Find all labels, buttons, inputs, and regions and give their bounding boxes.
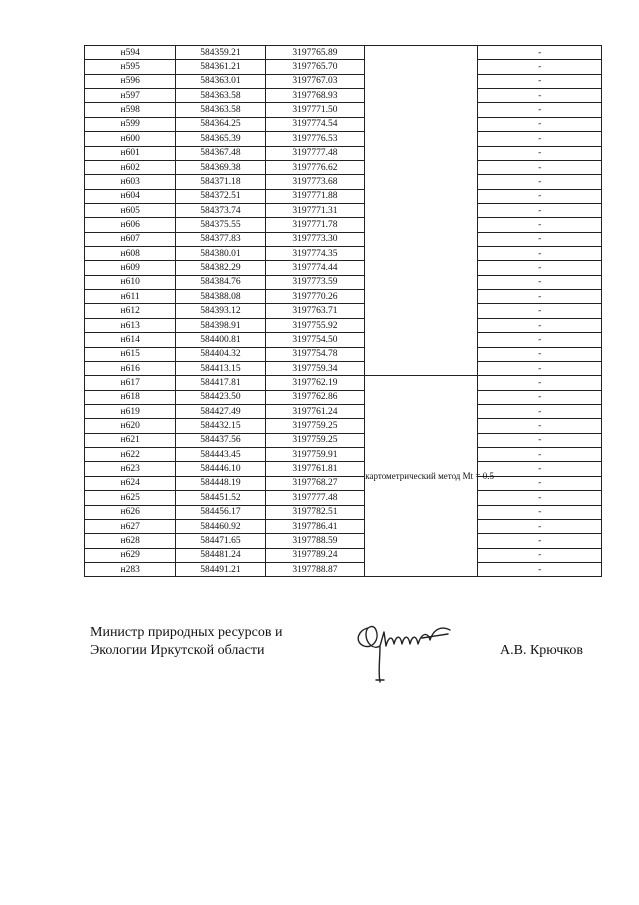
y-coordinate-cell: 3197765.70 — [265, 60, 365, 74]
note-cell: - — [478, 505, 602, 519]
table-row — [85, 505, 602, 519]
x-coordinate-cell: 584393.12 — [176, 304, 265, 318]
x-coordinate-cell: 584481.24 — [176, 548, 265, 562]
point-cell: н618 — [85, 390, 176, 404]
table-row — [85, 218, 602, 232]
x-coordinate-cell: 584456.17 — [176, 505, 265, 519]
point-cell: н625 — [85, 491, 176, 505]
y-coordinate-cell: 3197759.25 — [265, 419, 365, 433]
point-cell: н600 — [85, 132, 176, 146]
note-cell: - — [478, 261, 602, 275]
point-cell: н610 — [85, 275, 176, 289]
method-cell: картометрический метод Mt = 0.5 — [365, 376, 478, 577]
x-coordinate-cell: 584471.65 — [176, 534, 265, 548]
table-row — [85, 261, 602, 275]
note-cell: - — [478, 491, 602, 505]
x-coordinate-cell: 584432.15 — [176, 419, 265, 433]
note-cell: - — [478, 304, 602, 318]
point-cell: н601 — [85, 146, 176, 160]
note-cell: - — [478, 318, 602, 332]
table-row — [85, 132, 602, 146]
table-row — [85, 419, 602, 433]
signer-name: А.В. Крючков — [500, 643, 583, 658]
table-row — [85, 318, 602, 332]
x-coordinate-cell: 584423.50 — [176, 390, 265, 404]
table-row — [85, 247, 602, 261]
x-coordinate-cell: 584398.91 — [176, 318, 265, 332]
y-coordinate-cell: 3197754.78 — [265, 347, 365, 361]
x-coordinate-cell: 584437.56 — [176, 433, 265, 447]
y-coordinate-cell: 3197773.30 — [265, 232, 365, 246]
x-coordinate-cell: 584460.92 — [176, 519, 265, 533]
table-row — [85, 89, 602, 103]
note-cell: - — [478, 275, 602, 289]
point-cell: н604 — [85, 189, 176, 203]
point-cell: н629 — [85, 548, 176, 562]
note-cell: - — [478, 160, 602, 174]
note-cell: - — [478, 46, 602, 60]
y-coordinate-cell: 3197786.41 — [265, 519, 365, 533]
signatory-title-line1: Министр природных ресурсов и — [90, 625, 283, 640]
point-cell: н606 — [85, 218, 176, 232]
table-row — [85, 347, 602, 361]
note-cell: - — [478, 218, 602, 232]
table-row — [85, 304, 602, 318]
handwritten-signature — [350, 610, 460, 690]
x-coordinate-cell: 584365.39 — [176, 132, 265, 146]
point-cell: н628 — [85, 534, 176, 548]
note-cell: - — [478, 247, 602, 261]
x-coordinate-cell: 584491.21 — [176, 562, 265, 576]
point-cell: н614 — [85, 333, 176, 347]
x-coordinate-cell: 584448.19 — [176, 476, 265, 490]
y-coordinate-cell: 3197782.51 — [265, 505, 365, 519]
table-row — [85, 534, 602, 548]
coordinates-table — [84, 45, 602, 577]
y-coordinate-cell: 3197774.44 — [265, 261, 365, 275]
x-coordinate-cell: 584371.18 — [176, 175, 265, 189]
y-coordinate-cell: 3197771.88 — [265, 189, 365, 203]
table-body — [85, 46, 602, 577]
y-coordinate-cell: 3197759.25 — [265, 433, 365, 447]
table-row — [85, 476, 602, 490]
point-cell: н595 — [85, 60, 176, 74]
x-coordinate-cell: 584377.83 — [176, 232, 265, 246]
x-coordinate-cell: 584361.21 — [176, 60, 265, 74]
point-cell: н616 — [85, 361, 176, 375]
table-row — [85, 491, 602, 505]
point-cell: н609 — [85, 261, 176, 275]
y-coordinate-cell: 3197773.68 — [265, 175, 365, 189]
table-row — [85, 404, 602, 418]
x-coordinate-cell: 584375.55 — [176, 218, 265, 232]
table-row — [85, 175, 602, 189]
point-cell: н613 — [85, 318, 176, 332]
table-row — [85, 376, 602, 390]
x-coordinate-cell: 584427.49 — [176, 404, 265, 418]
table-row — [85, 562, 602, 576]
y-coordinate-cell: 3197768.27 — [265, 476, 365, 490]
point-cell: н594 — [85, 46, 176, 60]
y-coordinate-cell: 3197762.19 — [265, 376, 365, 390]
note-cell: - — [478, 419, 602, 433]
point-cell: н615 — [85, 347, 176, 361]
note-cell: - — [478, 103, 602, 117]
table-row — [85, 333, 602, 347]
point-cell: н602 — [85, 160, 176, 174]
table-row — [85, 290, 602, 304]
table-row — [85, 433, 602, 447]
point-cell: н612 — [85, 304, 176, 318]
note-cell: - — [478, 476, 602, 490]
note-cell: - — [478, 562, 602, 576]
x-coordinate-cell: 584364.25 — [176, 117, 265, 131]
y-coordinate-cell: 3197761.81 — [265, 462, 365, 476]
note-cell: - — [478, 548, 602, 562]
y-coordinate-cell: 3197755.92 — [265, 318, 365, 332]
y-coordinate-cell: 3197773.59 — [265, 275, 365, 289]
point-cell: н619 — [85, 404, 176, 418]
point-cell: н599 — [85, 117, 176, 131]
table-row — [85, 146, 602, 160]
x-coordinate-cell: 584413.15 — [176, 361, 265, 375]
note-cell: - — [478, 333, 602, 347]
y-coordinate-cell: 3197765.89 — [265, 46, 365, 60]
y-coordinate-cell: 3197771.50 — [265, 103, 365, 117]
table-row — [85, 203, 602, 217]
x-coordinate-cell: 584369.38 — [176, 160, 265, 174]
y-coordinate-cell: 3197771.31 — [265, 203, 365, 217]
table-row — [85, 60, 602, 74]
y-coordinate-cell: 3197754.50 — [265, 333, 365, 347]
note-cell: - — [478, 519, 602, 533]
point-cell: н620 — [85, 419, 176, 433]
point-cell: н608 — [85, 247, 176, 261]
note-cell: - — [478, 290, 602, 304]
table-row — [85, 462, 602, 476]
point-cell: н622 — [85, 448, 176, 462]
point-cell: н623 — [85, 462, 176, 476]
table-row — [85, 74, 602, 88]
y-coordinate-cell: 3197762.86 — [265, 390, 365, 404]
table-row — [85, 361, 602, 375]
point-cell: н621 — [85, 433, 176, 447]
table-row — [85, 46, 602, 60]
table-row — [85, 448, 602, 462]
x-coordinate-cell: 584359.21 — [176, 46, 265, 60]
signatory-title — [90, 624, 282, 660]
point-cell: н627 — [85, 519, 176, 533]
x-coordinate-cell: 584417.81 — [176, 376, 265, 390]
point-cell: н598 — [85, 103, 176, 117]
note-cell: - — [478, 232, 602, 246]
y-coordinate-cell: 3197759.91 — [265, 448, 365, 462]
y-coordinate-cell: 3197771.78 — [265, 218, 365, 232]
note-cell: - — [478, 376, 602, 390]
x-coordinate-cell: 584446.10 — [176, 462, 265, 476]
y-coordinate-cell: 3197777.48 — [265, 491, 365, 505]
point-cell: н283 — [85, 562, 176, 576]
note-cell: - — [478, 347, 602, 361]
note-cell: - — [478, 117, 602, 131]
y-coordinate-cell: 3197767.03 — [265, 74, 365, 88]
y-coordinate-cell: 3197774.54 — [265, 117, 365, 131]
point-cell: н597 — [85, 89, 176, 103]
x-coordinate-cell: 584380.01 — [176, 247, 265, 261]
x-coordinate-cell: 584373.74 — [176, 203, 265, 217]
table-row — [85, 232, 602, 246]
point-cell: н605 — [85, 203, 176, 217]
table-row — [85, 117, 602, 131]
y-coordinate-cell: 3197788.87 — [265, 562, 365, 576]
y-coordinate-cell: 3197759.34 — [265, 361, 365, 375]
y-coordinate-cell: 3197777.48 — [265, 146, 365, 160]
method-cell-empty — [365, 46, 478, 376]
table-row — [85, 390, 602, 404]
note-cell: - — [478, 361, 602, 375]
x-coordinate-cell: 584363.01 — [176, 74, 265, 88]
table-row — [85, 160, 602, 174]
x-coordinate-cell: 584384.76 — [176, 275, 265, 289]
note-cell: - — [478, 60, 602, 74]
note-cell: - — [478, 175, 602, 189]
y-coordinate-cell: 3197761.24 — [265, 404, 365, 418]
point-cell: н626 — [85, 505, 176, 519]
note-cell: - — [478, 132, 602, 146]
note-cell: - — [478, 433, 602, 447]
y-coordinate-cell: 3197788.59 — [265, 534, 365, 548]
point-cell: н596 — [85, 74, 176, 88]
x-coordinate-cell: 584367.48 — [176, 146, 265, 160]
x-coordinate-cell: 584382.29 — [176, 261, 265, 275]
x-coordinate-cell: 584363.58 — [176, 103, 265, 117]
note-cell: - — [478, 146, 602, 160]
x-coordinate-cell: 584451.52 — [176, 491, 265, 505]
signatory-title-line2: Экологии Иркутской области — [90, 643, 265, 658]
note-cell: - — [478, 404, 602, 418]
point-cell: н611 — [85, 290, 176, 304]
note-cell: - — [478, 462, 602, 476]
table-row — [85, 189, 602, 203]
note-cell: - — [478, 534, 602, 548]
y-coordinate-cell: 3197776.62 — [265, 160, 365, 174]
y-coordinate-cell: 3197774.35 — [265, 247, 365, 261]
note-cell: - — [478, 203, 602, 217]
y-coordinate-cell: 3197770.26 — [265, 290, 365, 304]
point-cell: н624 — [85, 476, 176, 490]
note-cell: - — [478, 74, 602, 88]
x-coordinate-cell: 584404.32 — [176, 347, 265, 361]
x-coordinate-cell: 584363.58 — [176, 89, 265, 103]
x-coordinate-cell: 584372.51 — [176, 189, 265, 203]
x-coordinate-cell: 584443.45 — [176, 448, 265, 462]
point-cell: н607 — [85, 232, 176, 246]
x-coordinate-cell: 584388.08 — [176, 290, 265, 304]
table-row — [85, 103, 602, 117]
y-coordinate-cell: 3197776.53 — [265, 132, 365, 146]
note-cell: - — [478, 390, 602, 404]
y-coordinate-cell: 3197789.24 — [265, 548, 365, 562]
note-cell: - — [478, 448, 602, 462]
y-coordinate-cell: 3197768.93 — [265, 89, 365, 103]
point-cell: н603 — [85, 175, 176, 189]
note-cell: - — [478, 89, 602, 103]
table-row — [85, 519, 602, 533]
table-row — [85, 548, 602, 562]
note-cell: - — [478, 189, 602, 203]
y-coordinate-cell: 3197763.71 — [265, 304, 365, 318]
table-row — [85, 275, 602, 289]
x-coordinate-cell: 584400.81 — [176, 333, 265, 347]
point-cell: н617 — [85, 376, 176, 390]
